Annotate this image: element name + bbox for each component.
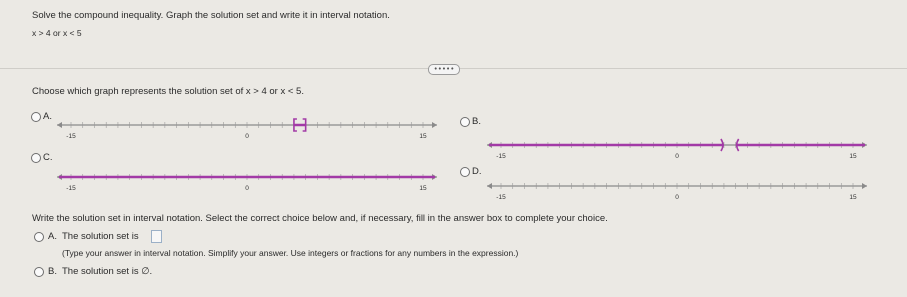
tick-label: 0 (675, 153, 679, 160)
option-a-radio[interactable] (31, 112, 41, 122)
tick-label: -15 (496, 194, 506, 201)
option-b-radio[interactable] (460, 117, 470, 127)
choice-a-radio[interactable] (34, 232, 44, 242)
choice-a-label: A. (48, 231, 57, 242)
option-b-label: B. (472, 116, 481, 127)
tick-label: 15 (419, 185, 427, 192)
choice-b-text: The solution set is ∅. (62, 266, 153, 277)
axis-arrow-left (487, 183, 492, 189)
tick-label: 15 (849, 194, 857, 201)
tick-label: 0 (245, 133, 249, 140)
tick-label: -15 (66, 133, 76, 140)
tick-label: -15 (66, 185, 76, 192)
tick-label: 15 (849, 153, 857, 160)
graph-question-prompt: Choose which graph represents the solution set of x > 4 or x < 5. (32, 86, 304, 97)
choice-a-text: The solution set is (62, 231, 139, 242)
option-d-label: D. (472, 166, 482, 177)
interval-question-prompt: Write the solution set in interval notation. Select the correct choice below and, if necessary, fill in the answer box to complete your choice. (32, 213, 608, 224)
option-c-label: C. (43, 152, 53, 163)
option-a-label: A. (43, 111, 52, 122)
tick-label: -15 (496, 153, 506, 160)
choice-b-label: B. (48, 266, 57, 277)
tick-label: 0 (675, 194, 679, 201)
expand-button[interactable]: ••••• (428, 64, 460, 75)
answer-input-box[interactable] (151, 230, 162, 243)
axis-arrow-left (57, 122, 62, 128)
axis-arrow-right (432, 122, 437, 128)
axis-arrow-right (862, 183, 867, 189)
choice-a-hint: (Type your answer in interval notation. Simplify your answer. Use integers or fractions for any numbers in the expression.) (62, 248, 519, 258)
number-line-b[interactable] (487, 137, 867, 167)
tick-label: 0 (245, 185, 249, 192)
number-line-d[interactable] (487, 178, 867, 208)
problem-instruction: Solve the compound inequality. Graph the solution set and write it in interval notation. (32, 10, 390, 21)
option-d-radio[interactable] (460, 167, 470, 177)
choice-b-radio[interactable] (34, 267, 44, 277)
option-c-radio[interactable] (31, 153, 41, 163)
tick-label: 15 (419, 133, 427, 140)
inequality-text: x > 4 or x < 5 (32, 28, 82, 38)
number-line-a[interactable] (57, 117, 437, 147)
number-line-c[interactable] (57, 169, 437, 199)
